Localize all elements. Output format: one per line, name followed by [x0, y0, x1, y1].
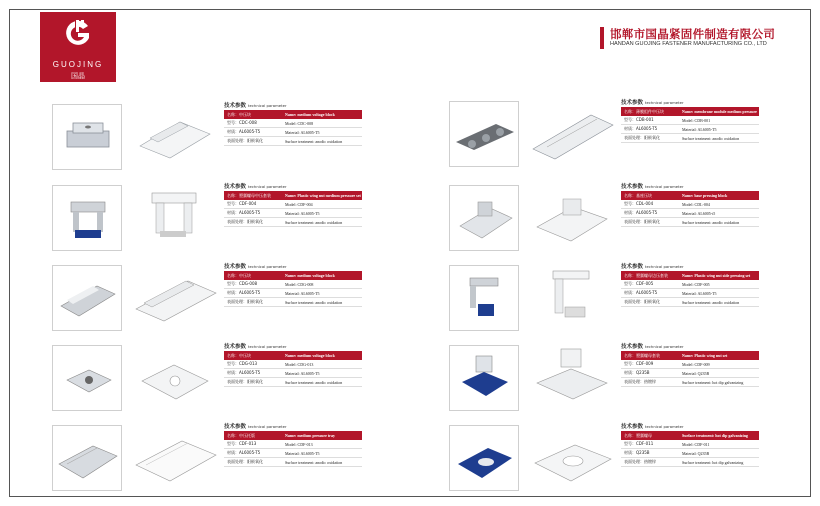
- product-render: [527, 265, 617, 331]
- product-photo: [52, 265, 122, 331]
- product-card: [449, 101, 809, 171]
- product-card: [52, 425, 412, 495]
- product-card: [52, 265, 412, 335]
- spec-row-surface: 表面处理：阳极氧化 Surface treatment: anodic oxidation: [621, 134, 759, 143]
- spec-row-surface: 表面处理：阳极氧化 Surface treatment: anodic oxidation: [224, 137, 362, 146]
- spec-row-surface: 表面处理：热镀锌 Surface treatment: hot dip galvanizing: [621, 458, 759, 467]
- spec-table: [621, 262, 759, 307]
- product-render: [130, 345, 220, 411]
- spec-row-name: 名称：中压块 Name: medium voltage block: [224, 271, 362, 280]
- spec-row-name: 名称：塑翼螺母中压套装 Name: Plastic wing nut medium pressure set: [224, 191, 362, 200]
- spec-row-model: 型号：CDG-008 Model: CDG-008: [224, 280, 362, 289]
- spec-header: 技术参数 technical parameter: [224, 103, 287, 109]
- product-render: [130, 265, 220, 331]
- product-render: [130, 185, 220, 251]
- spec-row-name: 名称：基座压块 Name: base pressing block: [621, 191, 759, 200]
- spec-row-material: 材质：AL6005-T5 Material: AL6005-T5: [621, 125, 759, 134]
- spec-row-material: 材质：AL6005-T5 Material: AL6005-T5: [224, 128, 362, 137]
- spec-row-material: 材质：AL6005-T5 Material: AL6005-T5: [224, 289, 362, 298]
- spec-table: [224, 101, 362, 146]
- product-card: [449, 185, 809, 255]
- spec-row-model: 型号：CDF-009 Model: CDF-009: [621, 360, 759, 369]
- spec-header: 技术参数 technical parameter: [224, 424, 287, 430]
- company-name-cn: 邯郸市国晶紧固件制造有限公司: [610, 27, 776, 41]
- spec-row-name: 名称：塑翼螺母 Surface treatment: hot dip galvanizing: [621, 431, 759, 440]
- product-card: [52, 185, 412, 255]
- spec-row-surface: 表面处理：阳极氧化 Surface treatment: anodic oxidation: [224, 218, 362, 227]
- product-photo: [52, 425, 122, 491]
- spec-row-material: 材质：AL6005-T5 Material: AL6005-t5: [621, 209, 759, 218]
- spec-row-name: 名称：薄膜组件中压块 Name: membrane module medium pressure: [621, 107, 759, 116]
- spec-row-model: 型号：CDF-005 Model: CDF-005: [621, 280, 759, 289]
- g-logo-icon: [62, 18, 94, 50]
- product-render: [130, 104, 220, 170]
- spec-row-material: 材质：AL6005-T5 Material: AL6005-T5: [224, 209, 362, 218]
- spec-header: 技术参数 technical parameter: [224, 344, 287, 350]
- product-render: [527, 185, 617, 251]
- product-photo: [449, 101, 519, 167]
- spec-header: 技术参数 technical parameter: [621, 264, 684, 270]
- spec-row-name: 名称：塑翼螺母套装 Name: Plastic wing nut set: [621, 351, 759, 360]
- product-photo: [52, 345, 122, 411]
- spec-row-name: 名称：中压托版 Name: medium pressure tray: [224, 431, 362, 440]
- product-card: [52, 345, 412, 415]
- spec-row-surface: 表面处理：阳极氧化 Surface treatment: anodic oxidation: [224, 298, 362, 307]
- spec-table: [621, 98, 759, 143]
- spec-table: [621, 182, 759, 227]
- spec-row-material: 材质：AL6005-T5 Material: AL6005-T5: [621, 289, 759, 298]
- product-photo: [449, 345, 519, 411]
- spec-header: 技术参数 technical parameter: [224, 264, 287, 270]
- spec-row-model: 型号：CDF-013 Model: CDF-013: [224, 440, 362, 449]
- spec-row-surface: 表面处理：阳极氧化 Surface treatment: anodic oxidation: [621, 218, 759, 227]
- spec-row-material: 材质：AL6005-T5 Material: AL6005-T5: [224, 449, 362, 458]
- logo-text-cn: 国晶: [71, 72, 85, 80]
- spec-row-model: 型号：CDB-001 Model: CDB-001: [621, 116, 759, 125]
- logo-text-en: GUOJING: [52, 60, 104, 69]
- product-render: [527, 101, 617, 167]
- product-card: [449, 345, 809, 415]
- spec-row-surface: 表面处理：阳极氧化 Surface treatment: anodic oxidation: [224, 458, 362, 467]
- spec-row-material: 材质：Q235B Material: Q235B: [621, 449, 759, 458]
- spec-table: [224, 422, 362, 467]
- spec-header: 技术参数 technical parameter: [224, 184, 287, 190]
- product-render: [130, 425, 220, 491]
- spec-table: [224, 182, 362, 227]
- spec-header: 技术参数 technical parameter: [621, 424, 684, 430]
- spec-table: [621, 342, 759, 387]
- spec-row-model: 型号：CDF-004 Model: CDF-004: [224, 200, 362, 209]
- spec-table: [224, 262, 362, 307]
- spec-header: 技术参数 technical parameter: [621, 344, 684, 350]
- accent-bar: [600, 27, 604, 49]
- product-render: [527, 345, 617, 411]
- spec-row-model: 型号：CDG-013 Model: CDG-013: [224, 360, 362, 369]
- spec-row-surface: 表面处理：阳极氧化 Surface treatment: anodic oxidation: [224, 378, 362, 387]
- spec-row-name: 名称：塑翼螺母边压套装 Name: Plastic wing nut side pressing set: [621, 271, 759, 280]
- spec-row-material: 材质：AL6005-T5 Material: AL6005-T5: [224, 369, 362, 378]
- spec-row-name: 名称：中压块 Name: medium voltage block: [224, 351, 362, 360]
- spec-row-surface: 表面处理：热镀锌 Surface treatment: hot dip galvanizing: [621, 378, 759, 387]
- spec-header: 技术参数 technical parameter: [621, 100, 684, 106]
- product-photo: [52, 185, 122, 251]
- company-name-en: HANDAN GUOJING FASTENER MANUFACTURING CO., LTD: [610, 41, 767, 47]
- product-card: [52, 104, 412, 174]
- spec-row-material: 材质：Q235B Material: Q235B: [621, 369, 759, 378]
- spec-row-model: 型号：CDL-004 Model: CDL-004: [621, 200, 759, 209]
- spec-row-model: 型号：CDF-011 Model: CDF-011: [621, 440, 759, 449]
- spec-row-name: 名称：中压块 Name: medium voltage block: [224, 110, 362, 119]
- product-render: [527, 425, 617, 491]
- product-photo: [52, 104, 122, 170]
- company-logo: [40, 12, 116, 82]
- spec-row-surface: 表面处理：阳极氧化 Surface treatment: anodic oxidation: [621, 298, 759, 307]
- product-card: [449, 265, 809, 335]
- product-photo: [449, 265, 519, 331]
- spec-header: 技术参数 technical parameter: [621, 184, 684, 190]
- spec-table: [621, 422, 759, 467]
- spec-row-model: 型号：CDC-008 Model: CDC-008: [224, 119, 362, 128]
- spec-table: [224, 342, 362, 387]
- product-photo: [449, 185, 519, 251]
- product-photo: [449, 425, 519, 491]
- product-card: [449, 425, 809, 495]
